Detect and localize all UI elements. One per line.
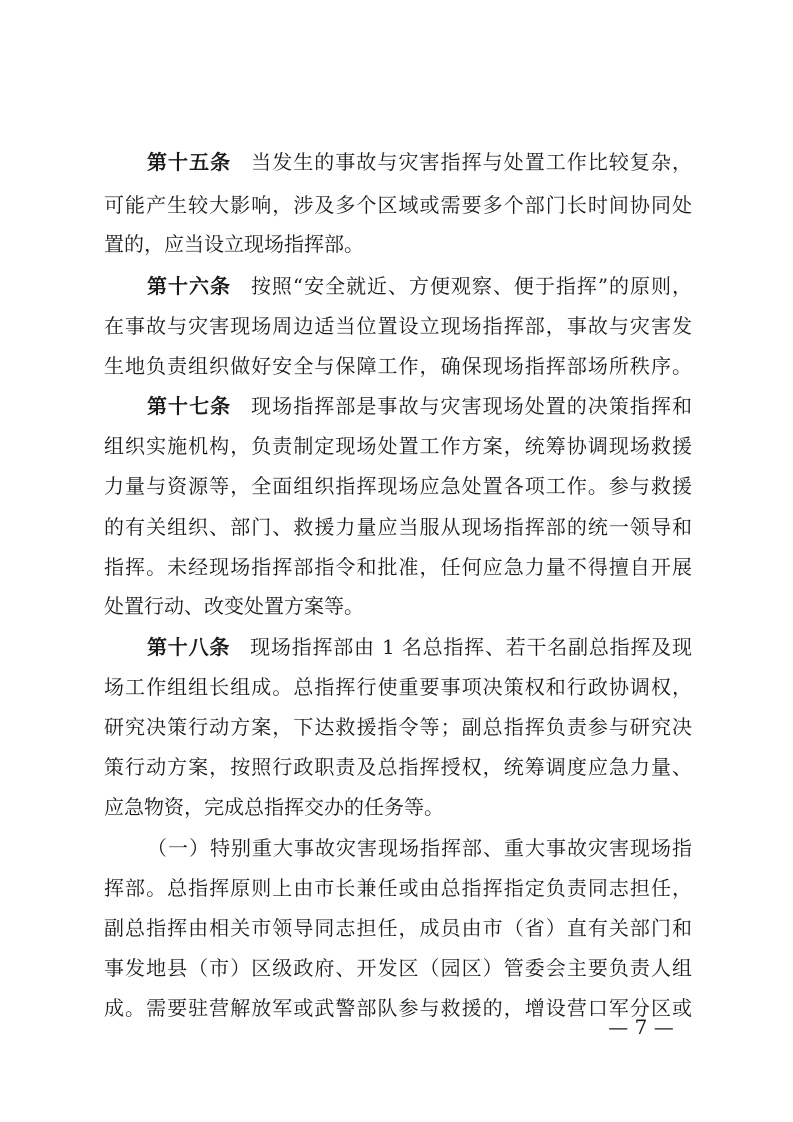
- article-15-line-1: 第十五条 当发生的事故与灾害指挥与处置工作比较复杂，: [147, 150, 693, 174]
- article-18-line-2: 场工作组组长组成。总指挥行使重要事项决策权和行政协调权，: [104, 675, 692, 699]
- article-16-line-3: 生地负责组织做好安全与保障工作，确保现场指挥部场所秩序。: [104, 354, 692, 378]
- article-17-line-1: 第十七条 现场指挥部是事故与灾害现场处置的决策指挥和: [147, 394, 693, 418]
- clause-1-line-2: 挥部。总指挥原则上由市长兼任或由总指挥指定负责同志担任，: [104, 876, 692, 900]
- clause-1-line-3: 副总指挥由相关市领导同志担任，成员由市（省）直有关部门和: [104, 916, 692, 940]
- article-15-line-2: 可能产生较大影响，涉及多个区域或需要多个部门长时间协同处: [104, 193, 692, 217]
- article-17-line-6: 处置行动、改变处置方案等。: [104, 594, 364, 618]
- article-16-line-1: 第十六条 按照“安全就近、方便观察、便于指挥”的原则，: [147, 274, 693, 298]
- article-16-line-2: 在事故与灾害现场周边适当位置设立现场指挥部，事故与灾害发: [104, 314, 692, 338]
- clause-1-line-1: （一）特别重大事故灾害现场指挥部、重大事故灾害现场指: [147, 836, 692, 860]
- article-16-heading: 第十六条: [147, 274, 231, 298]
- article-17-line-5: 指挥。未经现场指挥部指令和批准，任何应急力量不得擅自开展: [104, 555, 692, 579]
- article-15-line-3: 置的，应当设立现场指挥部。: [104, 232, 364, 256]
- article-15-heading: 第十五条: [147, 150, 232, 174]
- article-17-line-2: 组织实施机构，负责制定现场处置工作方案，统筹协调现场救援: [104, 434, 692, 458]
- article-17-heading: 第十七条: [147, 394, 232, 418]
- article-17-line-3: 力量与资源等，全面组织指挥现场应急处置各项工作。参与救援: [104, 474, 692, 498]
- article-17-line-4: 的有关组织、部门、救援力量应当服从现场指挥部的统一领导和: [104, 515, 692, 539]
- article-18-line-5: 应急物资，完成总指挥交办的任务等。: [104, 795, 444, 819]
- page-number: — 7 —: [608, 1015, 674, 1039]
- article-18-line-3: 研究决策行动方案，下达救援指令等；副总指挥负责参与研究决: [104, 715, 692, 739]
- article-18-line-4: 策行动方案，按照行政职责及总指挥授权，统筹调度应急力量、: [104, 755, 692, 779]
- clause-1-line-4: 事发地县（市）区级政府、开发区（园区）管委会主要负责人组: [104, 956, 692, 980]
- clause-1-line-5: 成。需要驻营解放军或武警部队参与救援的，增设营口军分区或: [104, 996, 692, 1020]
- article-18-line-1: 第十八条 现场指挥部由 1 名总指挥、若干名副总指挥及现: [147, 635, 692, 659]
- article-18-heading: 第十八条: [147, 635, 231, 659]
